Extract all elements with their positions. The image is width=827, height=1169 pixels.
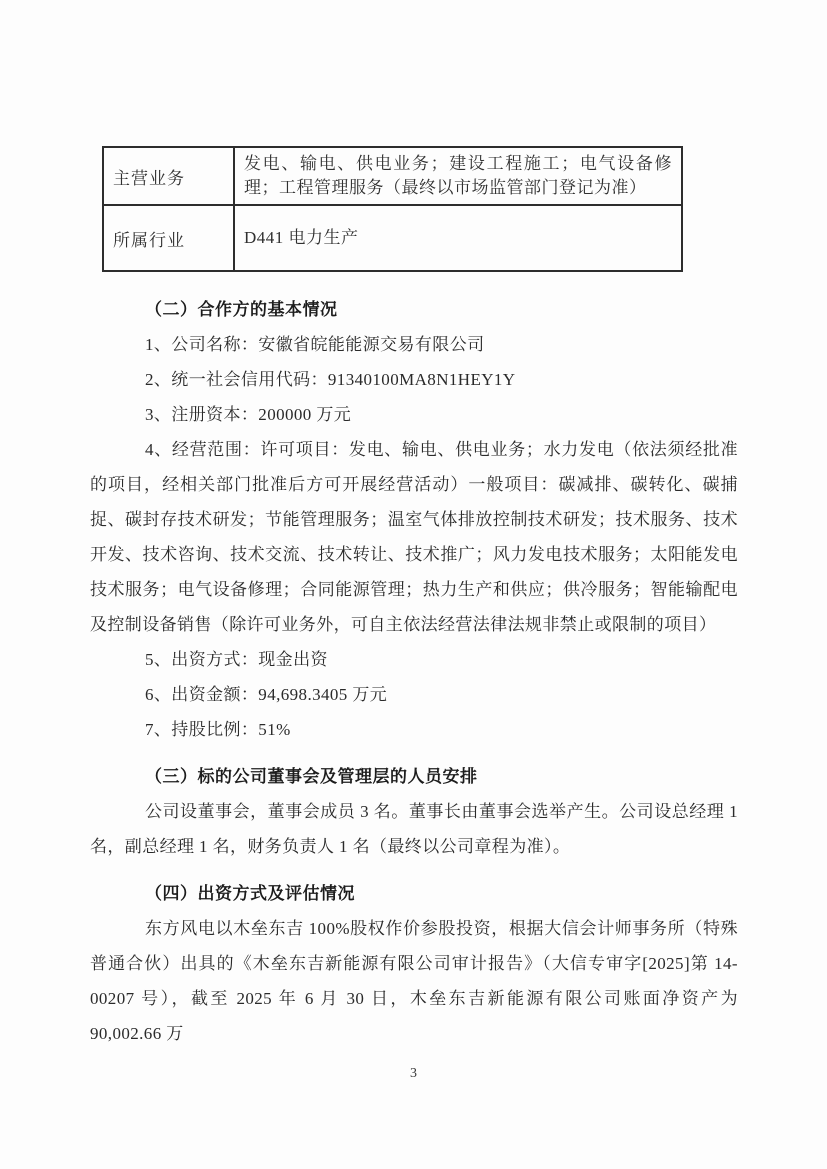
table-row-value: D441 电力生产 xyxy=(234,205,682,271)
section-heading: （二）合作方的基本情况 xyxy=(145,300,338,319)
sections-container xyxy=(90,292,738,1051)
table-row xyxy=(103,205,682,271)
document-section xyxy=(90,759,738,864)
paragraph: 2、统一社会信用代码：91340100MA8N1HEY1Y xyxy=(145,370,516,389)
document-section xyxy=(90,292,738,747)
page-number: 3 xyxy=(410,1066,417,1081)
paragraph: 6、出资金额：94,698.3405 万元 xyxy=(145,685,388,704)
paragraph: 3、注册资本：200000 万元 xyxy=(145,405,352,424)
section-paragraphs xyxy=(90,911,738,1051)
table-row-label: 主营业务 xyxy=(103,147,234,205)
section-heading: （三）标的公司董事会及管理层的人员安排 xyxy=(145,767,478,786)
section-paragraphs xyxy=(90,327,738,747)
document-body xyxy=(90,292,738,1051)
paragraph: 1、公司名称：安徽省皖能能源交易有限公司 xyxy=(145,335,485,354)
paragraph: 7、持股比例：51% xyxy=(145,720,291,739)
table-row-value: 发电、输电、供电业务；建设工程施工；电气设备修理；工程管理服务（最终以市场监管部门登记为准） xyxy=(234,147,682,205)
table-row-label: 所属行业 xyxy=(103,205,234,271)
table-row xyxy=(103,147,682,205)
company-info-table xyxy=(102,146,683,272)
paragraph: 公司设董事会，董事会成员 3 名。董事长由董事会选举产生。公司设总经理 1 名，副总经理 1 名，财务负责人 1 名（最终以公司章程为准）。 xyxy=(90,802,738,856)
company-info-table-body xyxy=(103,147,682,271)
paragraph: 4、经营范围：许可项目：发电、输电、供电业务；水力发电（依法须经批准的项目，经相关部门批准后方可开展经营活动）一般项目：碳减排、碳转化、碳捕捉、碳封存技术研发；节能管理服务；温室气体排放控制技术研发；技术服务、技术开发、技术咨询、技术交流、技术转让、技术推广；风力发电技术服务；太阳能发电技术服务；电气设备修理；合同能源管理；热力生产和供应；供冷服务；智能输配电及控制设备销售（除许可业务外，可自主依法经营法律法规非禁止或限制的项目） xyxy=(90,440,738,634)
section-heading: （四）出资方式及评估情况 xyxy=(145,884,355,903)
paragraph: 东方风电以木垒东吉 100%股权作价参股投资，根据大信会计师事务所（特殊普通合伙）出具的《木垒东吉新能源有限公司审计报告》（大信专审字[2025]第 14-00207 号），截至 2025 年 6 月 30 日，木垒东吉新能源有限公司账面净资产为 90,002.66 万 xyxy=(90,919,738,1043)
paragraph: 5、出资方式：现金出资 xyxy=(145,650,328,669)
document-section xyxy=(90,876,738,1051)
section-paragraphs xyxy=(90,794,738,864)
